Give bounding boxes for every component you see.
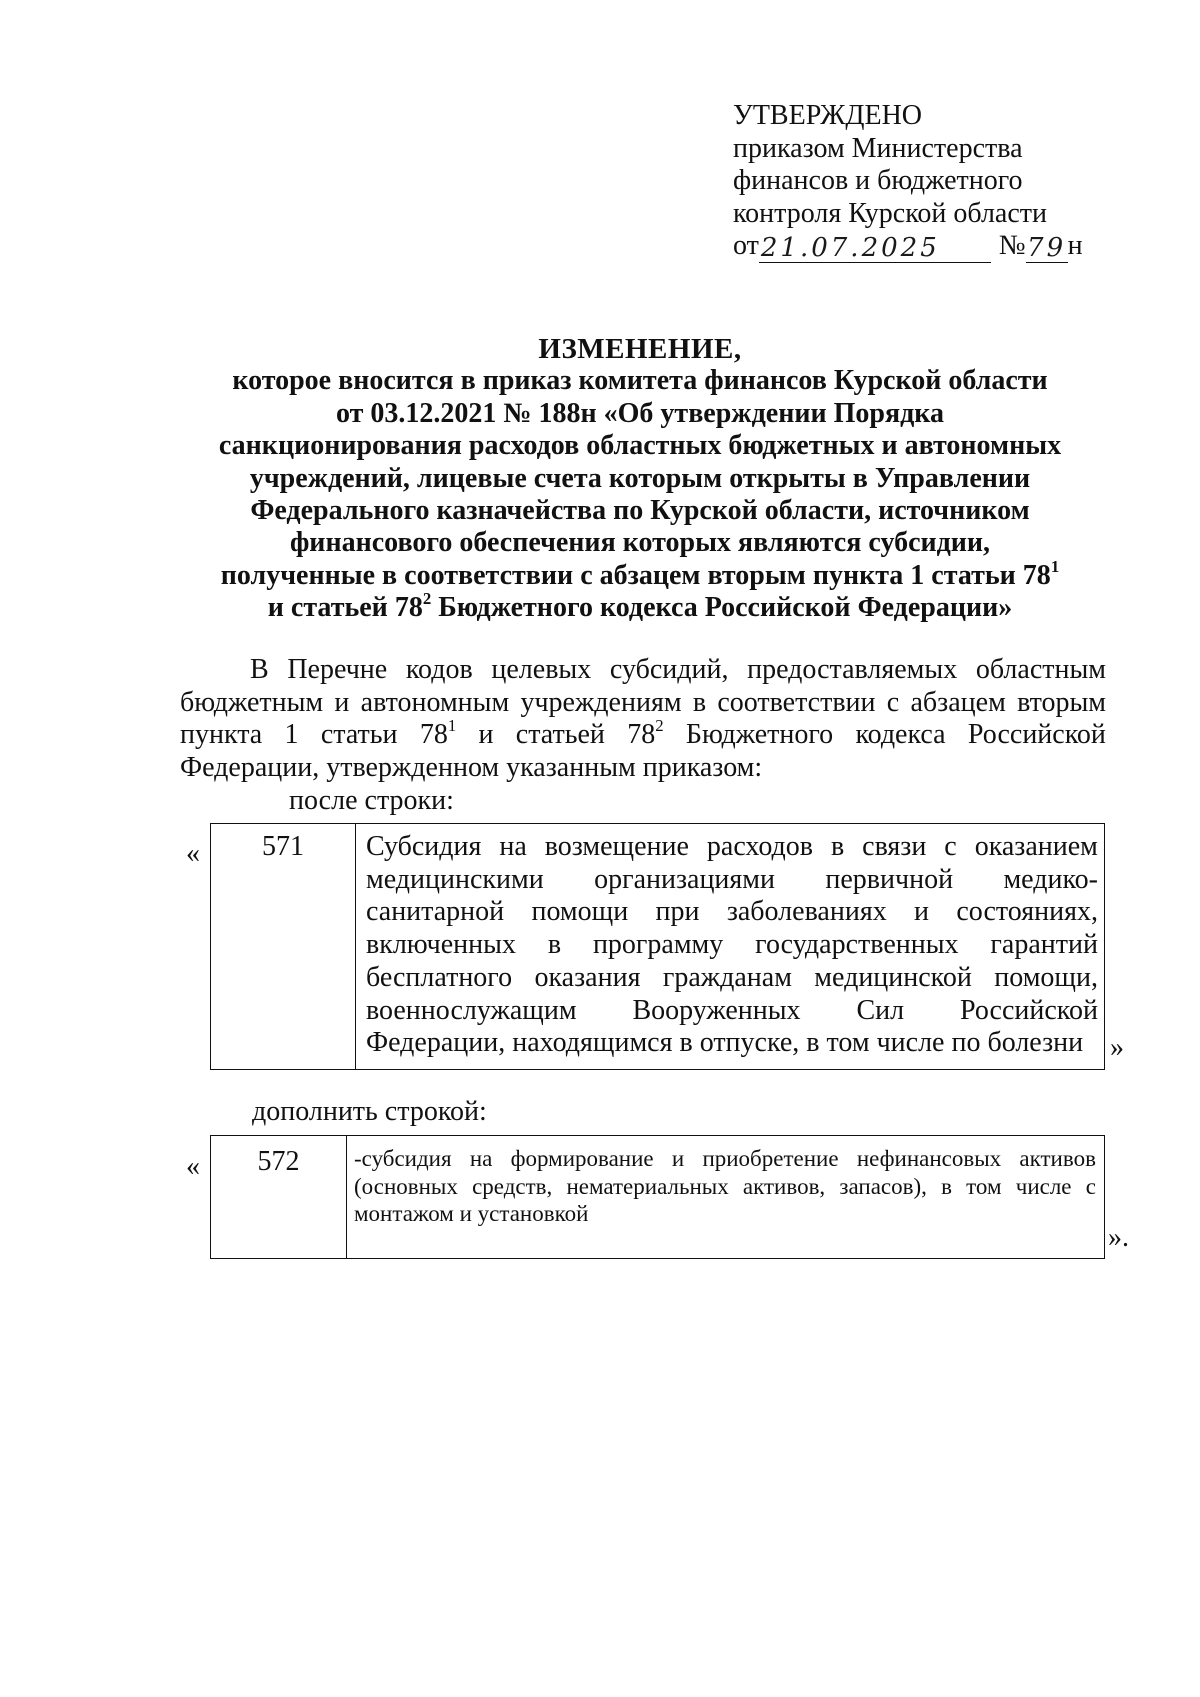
- title-line-8-text-b: Бюджетного кодекса Российской Федерации»: [431, 592, 1013, 624]
- word: гарантий: [990, 929, 1098, 961]
- word: и: [914, 896, 930, 928]
- title-line-7: [200, 556, 1080, 592]
- description-cell: [356, 824, 1104, 1069]
- title-line-8: [200, 588, 1080, 624]
- number-suffix: н: [1067, 230, 1083, 261]
- word: приобретение: [702, 1146, 839, 1171]
- date-field: [759, 234, 991, 263]
- open-quote-1: «: [186, 838, 200, 869]
- word: статьи: [320, 719, 398, 750]
- label-add-row: дополнить строкой:: [252, 1096, 487, 1127]
- superscript: 2: [655, 715, 664, 735]
- description-line: [366, 995, 1098, 1028]
- word: программу: [592, 929, 724, 961]
- superscript: 1: [447, 715, 457, 735]
- word: Российской: [959, 994, 1098, 1026]
- word: связи: [862, 831, 927, 862]
- body-row-4: Федерации, утвержденном указанным приказом:: [180, 751, 763, 783]
- word: помощи: [531, 896, 629, 928]
- body-row-3: [180, 715, 1106, 752]
- description-cell: [347, 1136, 1104, 1258]
- approval-line-2: финансов и бюджетного: [733, 165, 1023, 196]
- title-line-4: учреждений, лицевые счета которым открыты в Управлении: [249, 462, 1031, 494]
- word: медико-: [1003, 863, 1098, 895]
- code-cell: 572: [211, 1136, 347, 1258]
- word: активов,: [742, 1173, 826, 1199]
- description-line: [354, 1145, 1096, 1173]
- description-line-last: монтажом и установкой: [354, 1201, 589, 1226]
- table-existing-row: [210, 823, 1105, 1070]
- word: на: [469, 1146, 493, 1171]
- word: Вооруженных: [632, 994, 801, 1026]
- word: помощи,: [994, 961, 1098, 993]
- title-main: ИЗМЕНЕНИЕ,: [538, 333, 742, 365]
- word: оказанием: [974, 831, 1098, 862]
- superscript: 2: [422, 588, 432, 608]
- word: том: [966, 1173, 1002, 1199]
- word: запасов),: [839, 1173, 927, 1199]
- close-quote-2: ».: [1108, 1222, 1129, 1253]
- title-line-6: финансового обеспечения которых являются субсидии,: [289, 527, 991, 559]
- open-quote-2: «: [186, 1151, 200, 1182]
- word: на: [499, 831, 527, 862]
- word: возмещение: [544, 831, 689, 862]
- word: оказания: [534, 961, 641, 993]
- word: нефинансовых: [856, 1146, 1002, 1171]
- word: -субсидия: [354, 1146, 452, 1171]
- word: в: [547, 929, 562, 961]
- word: Бюджетного: [685, 719, 834, 750]
- word: средств,: [472, 1173, 553, 1199]
- description-line-last: Федерации, находящимся в отпуске, в том числе по болезни: [366, 1027, 1084, 1059]
- word: с: [1085, 1173, 1096, 1199]
- word-text: 78: [627, 719, 656, 750]
- title-line-7-text: полученные в соответствии с абзацем вторым пункта 1 статьи 78: [220, 559, 1051, 591]
- description-line: [366, 896, 1098, 929]
- description-line: [366, 962, 1098, 995]
- word: состояниях,: [956, 896, 1098, 928]
- word: в: [830, 831, 845, 862]
- body-row-2: бюджетным и автономным учреждениям в соответствии с абзацем вторым: [180, 686, 1106, 718]
- word: при: [655, 896, 700, 928]
- handwritten-number: 79: [1027, 232, 1067, 263]
- word: Сил: [856, 994, 905, 1026]
- word: расходов: [706, 831, 813, 862]
- word: бесплатного: [366, 961, 513, 993]
- word: в: [941, 1173, 952, 1199]
- word: гражданам: [662, 961, 792, 993]
- word: числе: [1015, 1173, 1072, 1199]
- handwritten-date: 21.07.2025: [760, 232, 940, 263]
- label-after-row: после строки:: [289, 785, 454, 816]
- word: государственных: [755, 929, 959, 961]
- table-new-row: [210, 1135, 1105, 1259]
- description-line: [366, 831, 1098, 864]
- word: формирование: [510, 1146, 654, 1171]
- word: первичной: [825, 863, 954, 895]
- word: медицинскими: [366, 863, 544, 895]
- title-line-5: Федерального казначейства по Курской области, источником: [250, 495, 1030, 527]
- document-title: [200, 333, 1080, 625]
- word: медицинской: [814, 961, 972, 993]
- word: и: [478, 719, 494, 750]
- word: [419, 715, 457, 752]
- title-line-2: от 03.12.2021 № 188н «Об утверждении Порядка: [336, 397, 944, 429]
- description-line: [354, 1173, 1096, 1201]
- code-cell: 571: [211, 824, 356, 1069]
- word: Российской: [967, 719, 1106, 750]
- approval-title: УТВЕРЖДЕНО: [733, 100, 923, 131]
- approval-line-1: приказом Министерства: [733, 132, 1023, 164]
- word: военнослужащим: [366, 994, 577, 1026]
- word-text: 78: [419, 719, 448, 750]
- word: заболеваниях: [726, 896, 887, 928]
- approval-line-3: контроля Курской области: [733, 197, 1047, 229]
- word: [627, 715, 664, 752]
- title-line-1: которое вносится в приказ комитета финансов Курской области: [232, 365, 1048, 397]
- word: статьей: [515, 719, 605, 750]
- description-line: [366, 929, 1098, 962]
- description-line: [366, 864, 1098, 897]
- body-row-1: В Перечне кодов целевых субсидий, предоставляемых областным: [250, 654, 1106, 685]
- word: кодекса: [855, 719, 946, 750]
- title-line-3: санкционирования расходов областных бюджетных и автономных: [218, 430, 1062, 462]
- approval-block: [733, 100, 1133, 263]
- number-field: [1026, 234, 1068, 263]
- word: включенных: [366, 929, 516, 961]
- word: активов: [1019, 1146, 1096, 1171]
- word: (основных: [354, 1173, 458, 1199]
- word: организациями: [594, 863, 775, 895]
- body-paragraph: [180, 654, 1106, 784]
- word: санитарной: [366, 896, 505, 928]
- superscript: 1: [1050, 556, 1060, 576]
- word: нематериальных: [566, 1173, 729, 1199]
- word: с: [944, 831, 957, 862]
- word: Субсидия: [366, 831, 482, 862]
- word: пункта: [180, 719, 263, 750]
- approval-date-line: [733, 230, 1133, 263]
- number-label: №: [998, 230, 1026, 261]
- close-quote-1: »: [1110, 1032, 1124, 1063]
- title-line-8-text-a: и статьей 78: [267, 592, 423, 624]
- word: 1: [284, 719, 299, 750]
- word: и: [671, 1146, 685, 1171]
- date-prefix: от: [733, 230, 759, 261]
